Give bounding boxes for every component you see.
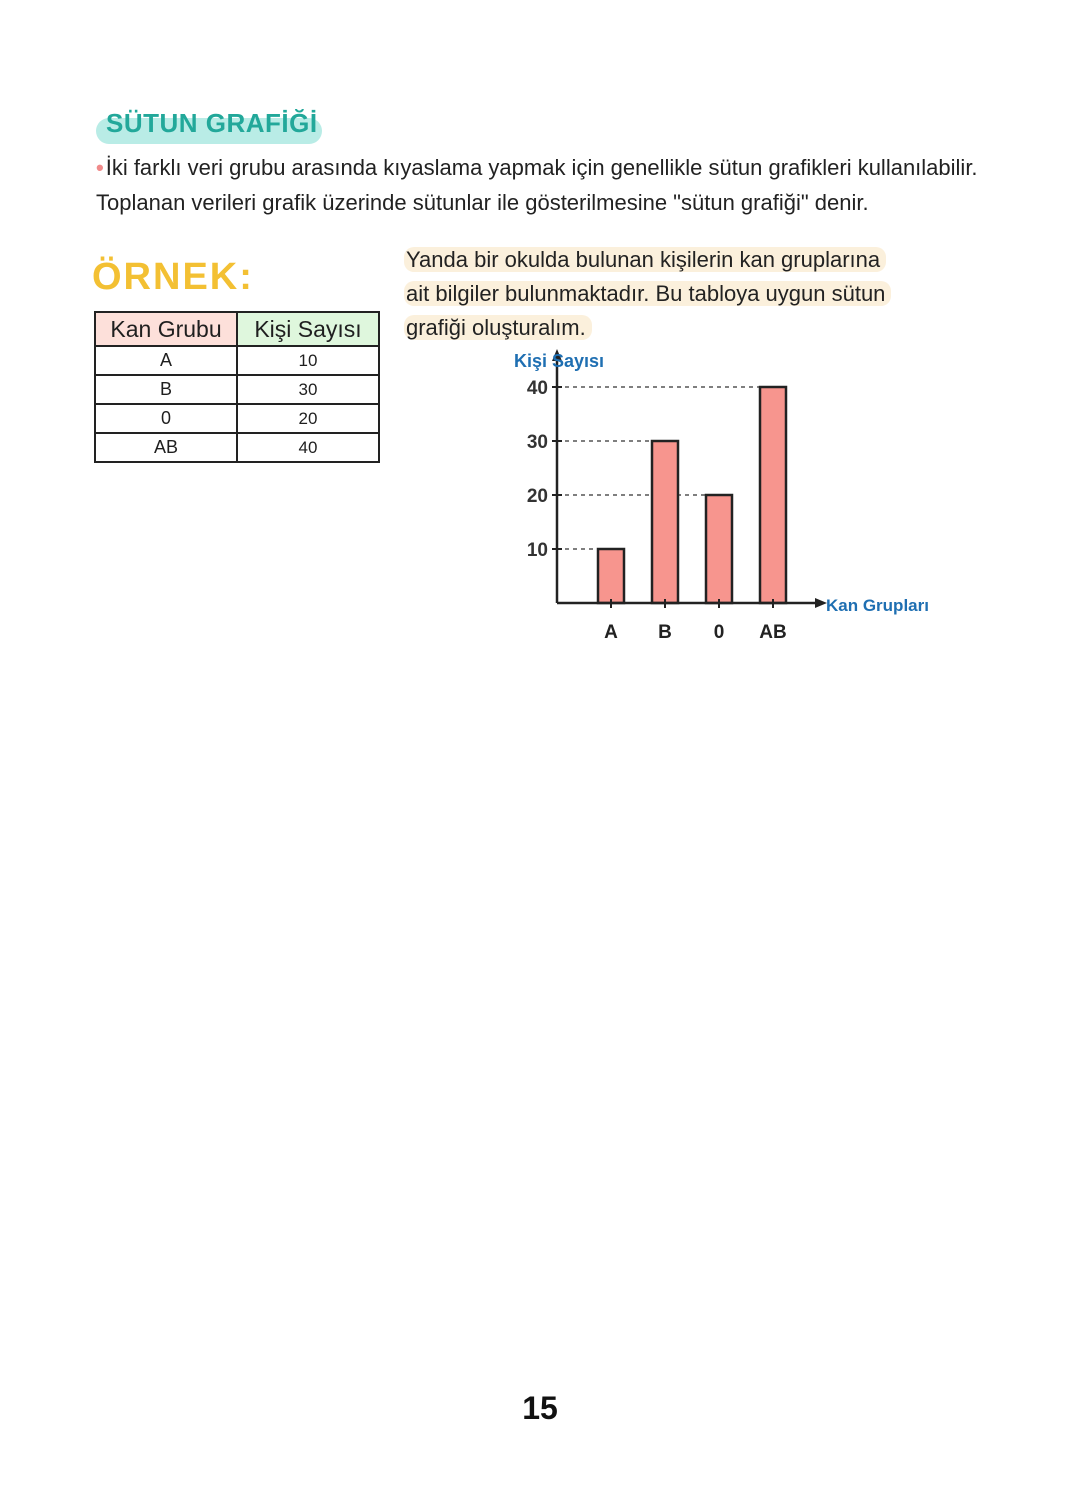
bar-a <box>598 549 624 603</box>
x-tick-label: A <box>604 622 618 643</box>
y-tick-label: 20 <box>526 486 548 507</box>
table-row <box>95 433 379 462</box>
table-cell-group: AB <box>95 433 237 462</box>
table-cell-group: A <box>95 346 237 375</box>
page-title: SÜTUN GRAFİĞİ <box>106 108 318 138</box>
heading-wrap <box>96 108 318 139</box>
x-tick-label: B <box>658 622 672 643</box>
table-header-person-count: Kişi Sayısı <box>237 312 379 346</box>
table-cell-group: B <box>95 375 237 404</box>
table-cell-count: 10 <box>237 346 379 375</box>
bar-0 <box>706 495 732 603</box>
example-line-2: ait bilgiler bulunmaktadır. Bu tabloya uygun sütun <box>404 281 891 306</box>
example-label: ÖRNEK: <box>92 256 254 298</box>
table-row <box>95 404 379 433</box>
page-number: 15 <box>522 1390 558 1426</box>
y-tick-label: 30 <box>526 432 548 453</box>
blood-group-bar-chart <box>500 340 960 660</box>
example-line-3: grafiği oluşturalım. <box>404 315 592 340</box>
y-tick-label: 10 <box>526 540 548 561</box>
intro-paragraph <box>96 150 1001 220</box>
bar-b <box>652 441 678 603</box>
table-header-blood-group: Kan Grubu <box>95 312 237 346</box>
intro-text: İki farklı veri grubu arasında kıyaslama yapmak için genellikle sütun grafikleri kullanılabilir. Toplanan verileri grafik üzerinde sütunlar ile gösterilmesine "sütun grafiği" denir. <box>96 155 978 215</box>
bullet-dot: • <box>96 155 104 180</box>
y-tick-label: 40 <box>526 378 548 399</box>
x-axis-label: Kan Grupları <box>826 596 929 615</box>
table-cell-count: 20 <box>237 404 379 433</box>
table-cell-count: 40 <box>237 433 379 462</box>
blood-group-table <box>94 311 380 463</box>
x-tick-label: AB <box>759 622 787 643</box>
x-tick-label: 0 <box>713 622 725 643</box>
table-cell-group: 0 <box>95 404 237 433</box>
table-row <box>95 346 379 375</box>
bar-ab <box>760 387 786 603</box>
table-cell-count: 30 <box>237 375 379 404</box>
table-row <box>95 375 379 404</box>
y-axis-label: Kişi Sayısı <box>514 351 605 371</box>
table-header-row <box>95 312 379 346</box>
example-description <box>404 243 1004 345</box>
example-line-1: Yanda bir okulda bulunan kişilerin kan gruplarına <box>404 247 886 272</box>
